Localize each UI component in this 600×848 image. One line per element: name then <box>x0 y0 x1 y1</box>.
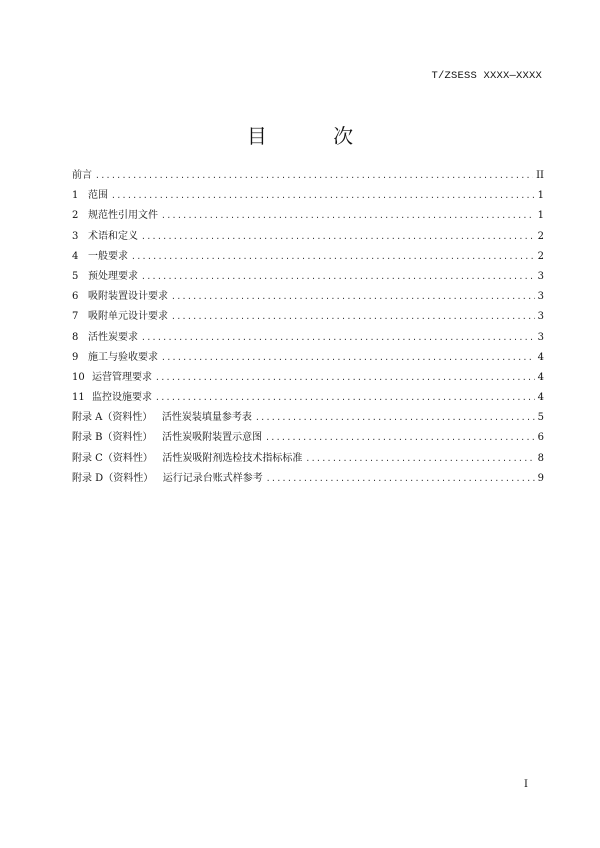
page-number: I <box>524 779 528 790</box>
toc-entry[interactable] <box>72 449 544 469</box>
toc-entry[interactable] <box>72 368 544 388</box>
toc-entry[interactable] <box>72 408 544 428</box>
toc-entry-number: 1 <box>72 190 79 202</box>
toc-entry-title: 一般要求 <box>88 250 128 262</box>
toc-entry-number: 7 <box>72 311 79 323</box>
toc-entry[interactable] <box>72 388 544 408</box>
toc-entry[interactable] <box>72 206 544 226</box>
toc-entry-page: 5 <box>537 412 544 424</box>
toc-entry-page: 4 <box>537 351 544 363</box>
toc-entry-page: 8 <box>537 452 544 464</box>
toc-entry-title: 监控设施要求 <box>92 392 152 404</box>
toc-entry-number: 6 <box>72 291 79 303</box>
toc-entry[interactable] <box>72 328 544 348</box>
toc-dot-leader <box>161 348 535 368</box>
toc-entry-title: 运营管理要求 <box>92 371 152 383</box>
table-of-contents <box>72 166 544 489</box>
toc-entry-number: 2 <box>72 210 79 222</box>
toc-dot-leader <box>266 469 535 489</box>
toc-entry-number: 11 <box>72 392 85 404</box>
toc-dot-leader <box>95 166 533 186</box>
toc-entry[interactable] <box>72 348 544 368</box>
toc-entry-page: 6 <box>537 432 544 444</box>
toc-entry-title: 活性炭要求 <box>88 331 138 343</box>
toc-dot-leader <box>141 328 535 348</box>
toc-entry-number: 9 <box>72 351 79 363</box>
toc-entry-number: 8 <box>72 331 79 343</box>
toc-dot-leader <box>141 267 535 287</box>
toc-entry-page: 3 <box>537 270 544 282</box>
toc-entry-page: 9 <box>537 472 544 484</box>
toc-entry[interactable] <box>72 267 544 287</box>
toc-entry-number: 4 <box>72 250 79 262</box>
toc-entry-number: 10 <box>72 371 85 383</box>
standard-code: T/ZSESS XXXX—XXXX <box>431 70 542 82</box>
toc-entry[interactable] <box>72 186 544 206</box>
page-title: 目 次 <box>246 124 384 148</box>
toc-entry-page: 3 <box>537 331 544 343</box>
toc-entry-page: 1 <box>537 210 544 222</box>
toc-entry-title: 预处理要求 <box>88 270 138 282</box>
toc-entry-page: 1 <box>537 190 544 202</box>
toc-entry-title: 附录 A（资料性） 活性炭装填量参考表 <box>72 412 252 424</box>
toc-entry-page: 3 <box>537 311 544 323</box>
toc-entry-page: 2 <box>537 230 544 242</box>
toc-entry-title: 吸附装置设计要求 <box>88 291 168 303</box>
toc-dot-leader <box>171 287 535 307</box>
toc-entry-page: 4 <box>537 371 544 383</box>
toc-dot-leader <box>161 206 535 226</box>
toc-entry[interactable] <box>72 428 544 448</box>
toc-dot-leader <box>141 227 535 247</box>
toc-entry-title: 附录 C（资料性） 活性炭吸附剂选检技术指标标准 <box>72 452 303 464</box>
toc-entry-title: 施工与验收要求 <box>88 351 158 363</box>
toc-entry-page: II <box>536 170 544 181</box>
toc-entry[interactable] <box>72 469 544 489</box>
toc-dot-leader <box>171 307 535 327</box>
toc-entry-page: 3 <box>537 291 544 303</box>
toc-entry[interactable] <box>72 166 544 186</box>
toc-entry-number: 3 <box>72 230 79 242</box>
toc-dot-leader <box>131 247 535 267</box>
toc-dot-leader <box>111 186 535 206</box>
toc-dot-leader <box>305 449 534 469</box>
toc-dot-leader <box>155 368 535 388</box>
toc-dot-leader <box>265 428 535 448</box>
toc-entry-title: 前言 <box>72 170 92 181</box>
toc-entry-title: 术语和定义 <box>88 230 138 242</box>
toc-entry-number: 5 <box>72 270 79 282</box>
toc-entry-title: 附录 B（资料性） 活性炭吸附装置示意图 <box>72 432 263 444</box>
toc-entry-page: 2 <box>537 250 544 262</box>
toc-entry-page: 4 <box>537 392 544 404</box>
toc-entry[interactable] <box>72 247 544 267</box>
toc-entry[interactable] <box>72 287 544 307</box>
toc-entry[interactable] <box>72 307 544 327</box>
toc-entry-title: 范围 <box>88 190 108 202</box>
toc-entry-title: 附录 D（资料性） 运行记录台账式样参考 <box>72 472 263 484</box>
toc-dot-leader <box>255 408 535 428</box>
toc-entry[interactable] <box>72 227 544 247</box>
toc-dot-leader <box>155 388 535 408</box>
toc-entry-title: 吸附单元设计要求 <box>88 311 168 323</box>
toc-entry-title: 规范性引用文件 <box>88 210 158 222</box>
